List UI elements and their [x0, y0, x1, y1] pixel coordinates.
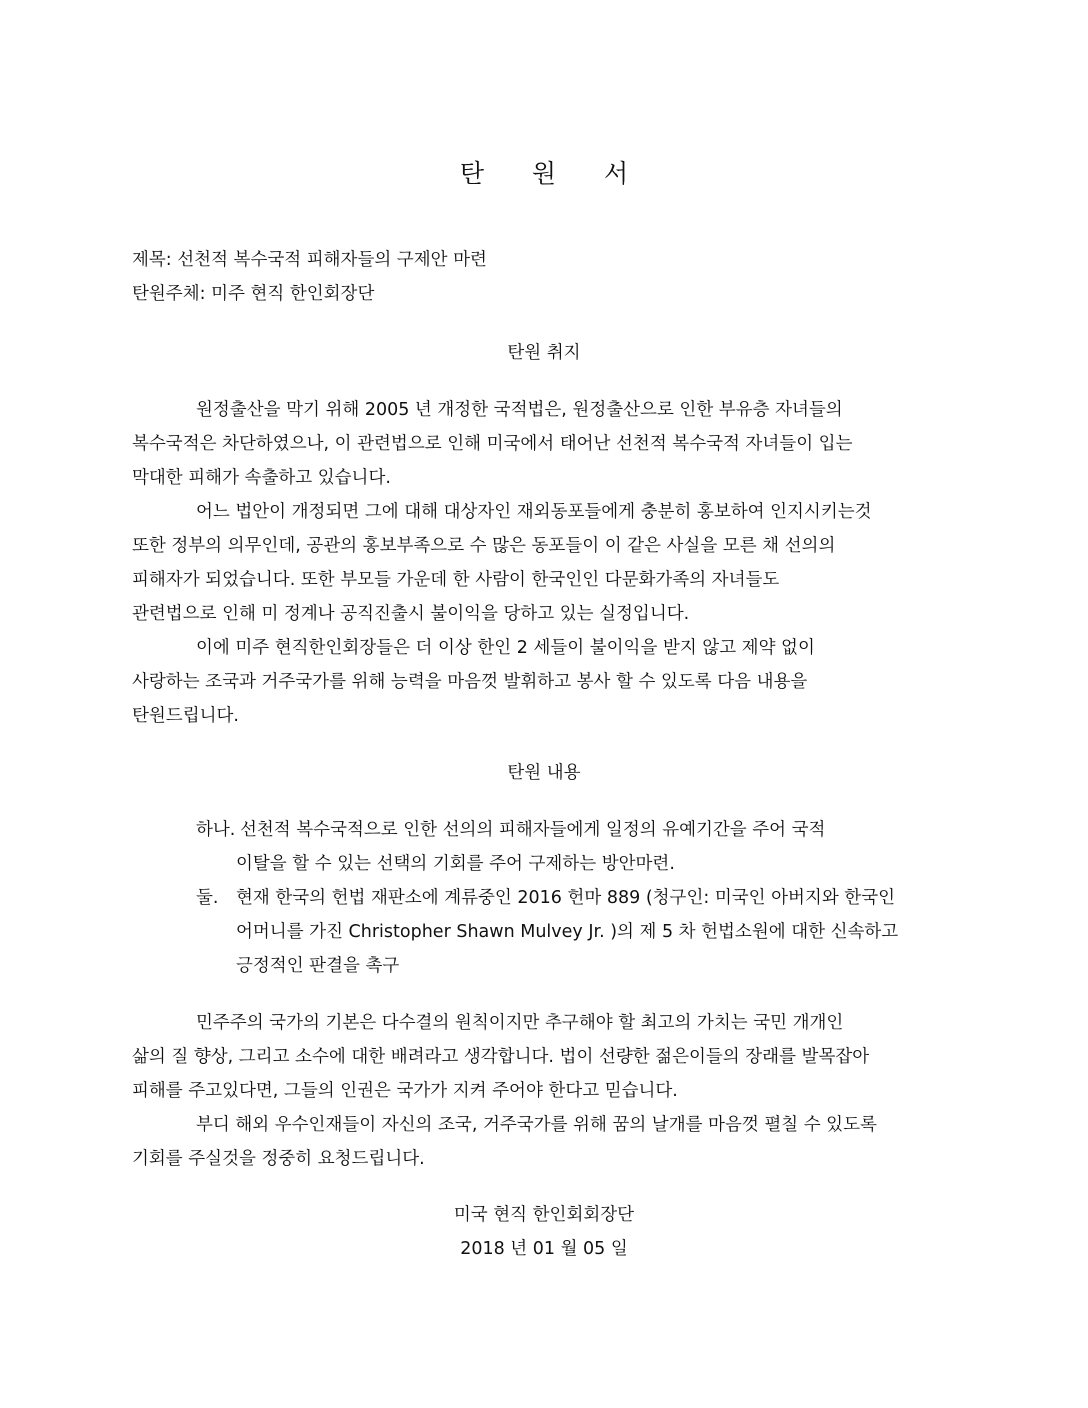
signature-date: 2018 년 01 월 05 일	[460, 1239, 628, 1259]
document-title: 탄 원 서	[459, 159, 649, 188]
purpose-line: 이에 미주 현직한인회장들은 더 이상 한인 2 세들이 불이익을 받지 않고 제약 없이	[196, 638, 815, 658]
closing-line: 삶의 질 향상, 그리고 소수에 대한 배려라고 생각합니다. 법이 선량한 젊은이들의 장래를 발목잡아	[132, 1047, 870, 1067]
purpose-heading: 탄원 취지	[507, 343, 581, 363]
item1-line: 선천적 복수국적으로 인한 선의의 피해자들에게 일정의 유예기간을 주어 국적	[240, 820, 826, 840]
signature-org: 미국 현직 한인회회장단	[453, 1205, 635, 1225]
item2-line: 긍정적인 판결을 촉구	[236, 956, 400, 976]
item2-line: 현재 한국의 헌법 재판소에 계류중인 2016 헌마 889 (청구인: 미국인 아버지와 한국인	[236, 888, 895, 908]
purpose-line: 또한 정부의 의무인데, 공관의 홍보부족으로 수 많은 동포들이 이 같은 사실을 모른 채 선의의	[132, 536, 836, 556]
purpose-line: 피해자가 되었습니다. 또한 부모들 가운데 한 사람이 한국인인 다문화가족의 자녀들도	[132, 570, 780, 590]
closing-line: 부디 해외 우수인재들이 자신의 조국, 거주국가를 위해 꿈의 날개를 마음껏 펼칠 수 있도록	[196, 1115, 877, 1135]
purpose-line: 원정출산을 막기 위해 2005 년 개정한 국적법은, 원정출산으로 인한 부유층 자녀들의	[196, 400, 843, 420]
purpose-line: 관련법으로 인해 미 정계나 공직진출시 불이익을 당하고 있는 실정입니다.	[132, 604, 690, 624]
purpose-line: 어느 법안이 개정되면 그에 대해 대상자인 재외동포들에게 충분히 홍보하여 인지시키는것	[196, 502, 872, 522]
item2-line: 어머니를 가진 Christopher Shawn Mulvey Jr. )의 제 5 차 헌법소원에 대한 신속하고	[236, 922, 899, 942]
purpose-line: 사랑하는 조국과 거주국가를 위해 능력을 마음껏 발휘하고 봉사 할 수 있도록 다음 내용을	[132, 672, 808, 692]
item2-number: 둘.	[196, 888, 219, 908]
content-heading: 탄원 내용	[507, 763, 581, 783]
item1-line: 이탈을 할 수 있는 선택의 기회를 주어 구제하는 방안마련.	[236, 854, 675, 874]
purpose-line: 탄원드립니다.	[132, 706, 239, 726]
item1-number: 하나.	[196, 820, 236, 840]
closing-line: 민주주의 국가의 기본은 다수결의 원칙이지만 추구해야 할 최고의 가치는 국민 개개인	[196, 1013, 844, 1033]
closing-line: 피해를 주고있다면, 그들의 인권은 국가가 지켜 주어야 한다고 믿습니다.	[132, 1081, 678, 1101]
closing-line: 기회를 주실것을 정중히 요청드립니다.	[132, 1149, 425, 1169]
subject-line: 제목: 선천적 복수국적 피해자들의 구제안 마련	[132, 250, 487, 270]
purpose-line: 복수국적은 차단하였으나, 이 관련법으로 인해 미국에서 태어난 선천적 복수국적 자녀들이 입는	[132, 434, 853, 454]
purpose-line: 막대한 피해가 속출하고 있습니다.	[132, 468, 391, 488]
petitioner-line: 탄원주체: 미주 현직 한인회장단	[132, 284, 375, 304]
